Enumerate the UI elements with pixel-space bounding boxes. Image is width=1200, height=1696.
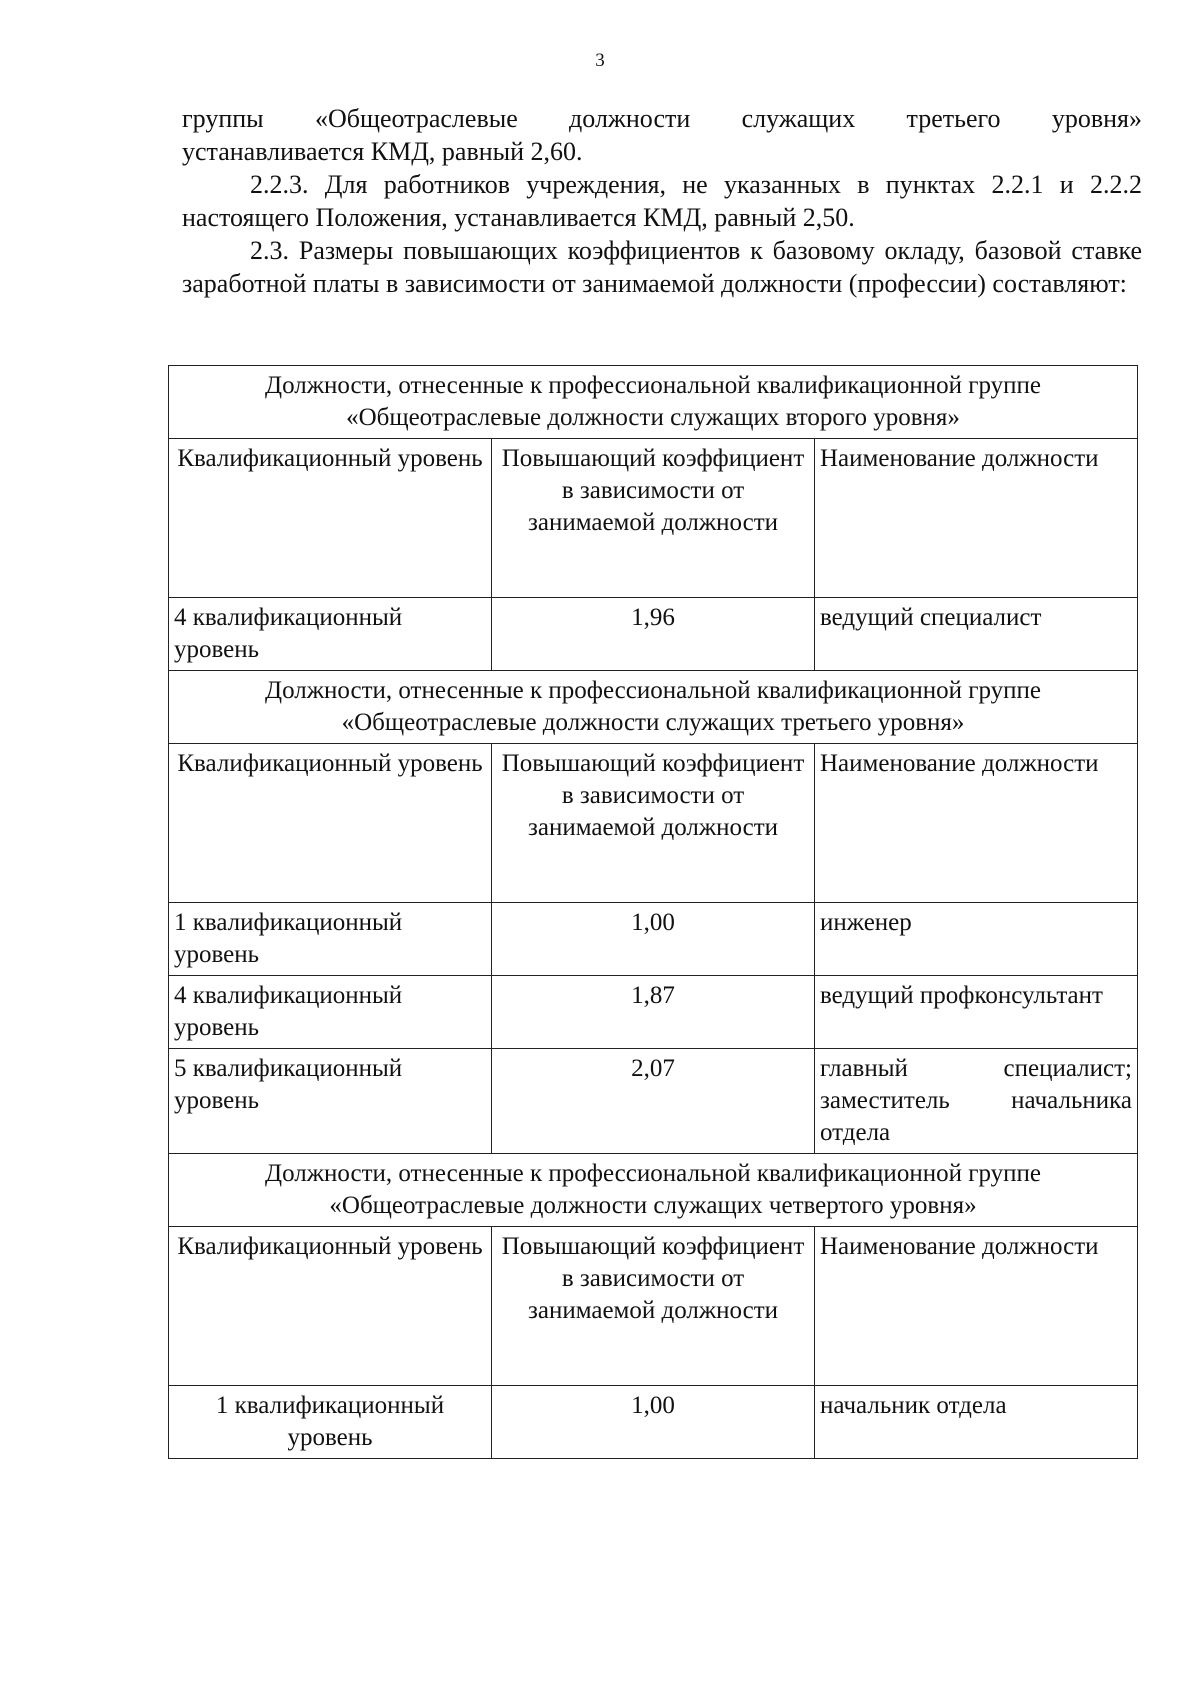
header-position: Наименование должности <box>815 744 1138 903</box>
cell-level: 1 квалификационный уровень <box>169 903 492 976</box>
body-text <box>182 102 1142 300</box>
cell-position: ведущий специалист <box>815 598 1138 671</box>
group-title-line-2: «Общеотраслевые должности служащих четвертого уровня» <box>329 1192 977 1219</box>
header-position: Наименование должности <box>815 439 1138 598</box>
table-row <box>169 1386 1138 1459</box>
table-row <box>169 1049 1138 1154</box>
cell-position: начальник отдела <box>815 1386 1138 1459</box>
cell-coefficient: 1,00 <box>492 903 815 976</box>
table-row <box>169 976 1138 1049</box>
group-title-row <box>169 1154 1138 1227</box>
header-coefficient: Повышающий коэффициент в зависимости от занимаемой должности <box>492 744 815 903</box>
page-number: 3 <box>595 50 605 71</box>
header-level: Квалификационный уровень <box>169 439 492 598</box>
cell-coefficient: 1,00 <box>492 1386 815 1459</box>
group-title <box>169 1154 1138 1227</box>
coefficients-table <box>168 365 1138 1459</box>
paragraph-2: 2.2.3. Для работников учреждения, не указанных в пунктах 2.2.1 и 2.2.2 настоящего Положения, устанавливается КМД, равный 2,50. <box>182 170 1142 232</box>
cell-level: 1 квалификационный уровень <box>169 1386 492 1459</box>
cell-position: инженер <box>815 903 1138 976</box>
paragraph-1-line-2: устанавливается КМД, равный 2,60. <box>182 137 583 166</box>
header-position: Наименование должности <box>815 1227 1138 1386</box>
cell-level: 5 квалификационный уровень <box>169 1049 492 1154</box>
table-row <box>169 903 1138 976</box>
header-row <box>169 744 1138 903</box>
paragraph-3: 2.3. Размеры повышающих коэффициентов к базовому окладу, базовой ставке заработной платы в зависимости от занимаемой должности (профессии) составляют: <box>182 236 1142 298</box>
header-coefficient: Повышающий коэффициент в зависимости от занимаемой должности <box>492 1227 815 1386</box>
cell-coefficient: 1,96 <box>492 598 815 671</box>
cell-coefficient: 1,87 <box>492 976 815 1049</box>
paragraph-1-line-1: группы «Общеотраслевые должности служащих третьего уровня» <box>182 104 1142 133</box>
group-title-line-2: «Общеотраслевые должности служащих второго уровня» <box>346 404 960 431</box>
cell-coefficient: 2,07 <box>492 1049 815 1154</box>
group-title <box>169 671 1138 744</box>
header-level: Квалификационный уровень <box>169 744 492 903</box>
group-title-line-1: Должности, отнесенные к профессиональной квалификационной группе <box>265 677 1041 704</box>
header-row <box>169 439 1138 598</box>
group-title <box>169 366 1138 439</box>
cell-position: главный специалист; заместитель начальника отдела <box>815 1049 1138 1154</box>
group-title-line-1: Должности, отнесенные к профессиональной квалификационной группе <box>265 1160 1041 1187</box>
group-title-line-2: «Общеотраслевые должности служащих третьего уровня» <box>341 709 965 736</box>
group-title-row <box>169 366 1138 439</box>
cell-position: ведущий профконсультант <box>815 976 1138 1049</box>
table-row <box>169 598 1138 671</box>
cell-level: 4 квалификационный уровень <box>169 976 492 1049</box>
header-level: Квалификационный уровень <box>169 1227 492 1386</box>
header-coefficient: Повышающий коэффициент в зависимости от занимаемой должности <box>492 439 815 598</box>
group-title-row <box>169 671 1138 744</box>
header-row <box>169 1227 1138 1386</box>
group-title-line-1: Должности, отнесенные к профессиональной квалификационной группе <box>265 372 1041 399</box>
cell-level: 4 квалификационный уровень <box>169 598 492 671</box>
